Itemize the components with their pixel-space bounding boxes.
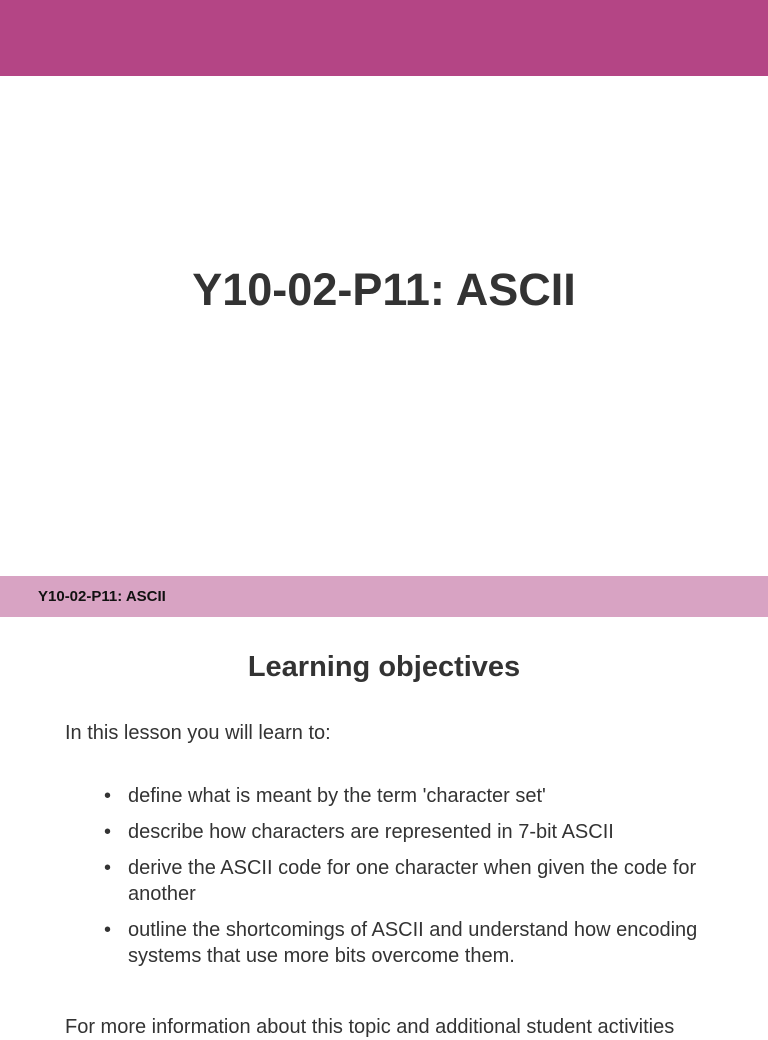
objective-text: describe how characters are represented in 7-bit ASCII bbox=[128, 821, 614, 843]
section-heading: Learning objectives bbox=[247, 651, 521, 683]
objective-text: derive the ASCII code for one character when given the code for another bbox=[128, 857, 697, 905]
title-slide-title: Y10-02-P11: ASCII bbox=[192, 264, 576, 315]
title-slide-top-band bbox=[0, 0, 768, 76]
slide-header-band bbox=[0, 576, 768, 617]
objective-text: define what is meant by the term 'character set' bbox=[128, 785, 546, 807]
objectives-list bbox=[104, 783, 724, 979]
footer-text: For more information about this topic and additional student activities bbox=[65, 1016, 675, 1038]
objective-item bbox=[104, 819, 724, 845]
bullet-icon: • bbox=[104, 785, 112, 807]
bullet-icon: • bbox=[104, 821, 112, 843]
objective-item bbox=[104, 855, 724, 907]
bullet-icon: • bbox=[104, 919, 112, 941]
intro-text: In this lesson you will learn to: bbox=[65, 722, 331, 744]
objective-item bbox=[104, 783, 724, 809]
slide-header-label: Y10-02-P11: ASCII bbox=[38, 588, 166, 605]
bullet-icon: • bbox=[104, 857, 112, 879]
objective-text: outline the shortcomings of ASCII and understand how encoding systems that use more bits overcome them. bbox=[128, 919, 698, 967]
objective-item bbox=[104, 917, 724, 969]
